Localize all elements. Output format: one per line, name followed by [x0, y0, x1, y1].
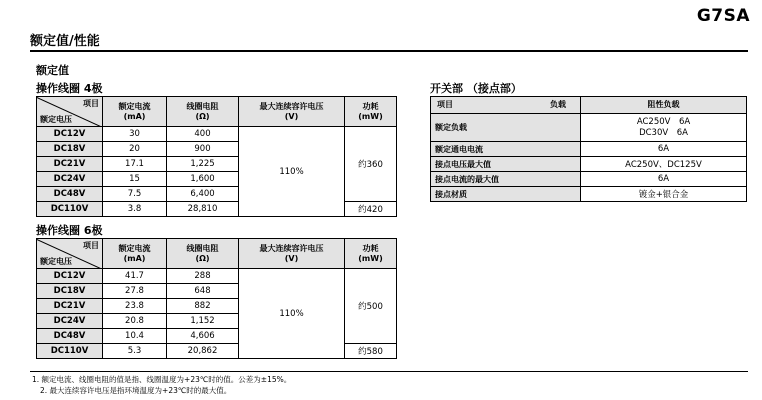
table-row [431, 142, 747, 157]
subtitle-ratings: 额定值 [36, 64, 69, 77]
row-resistance: 648 [167, 284, 239, 299]
header-item-label: 项目 [83, 241, 99, 250]
section-divider [30, 50, 748, 52]
row-current: 20.8 [103, 314, 167, 329]
table-header-row [431, 97, 747, 114]
row-resistance: 400 [167, 127, 239, 142]
row-resistance: 1,600 [167, 172, 239, 187]
row-resistance: 28,810 [167, 202, 239, 217]
model-title: G7SA [696, 6, 750, 26]
header-max-voltage: 最大连续容许电压 (V) [239, 97, 345, 127]
header-rated-current: 额定电流 (mA) [103, 239, 167, 269]
header-resistive-load: 阻性负载 [581, 97, 747, 114]
row-voltage: DC48V [37, 187, 103, 202]
row-voltage: DC12V [37, 127, 103, 142]
row-value-contact-material: 镀金+银合金 [581, 187, 747, 202]
row-voltage: DC48V [37, 329, 103, 344]
header-coil-resistance: 线圈电阻 (Ω) [167, 239, 239, 269]
table-header-row [37, 239, 397, 269]
row-current: 30 [103, 127, 167, 142]
header-max-voltage: 最大连续容许电压 (V) [239, 239, 345, 269]
header-load-label: 负载 [550, 100, 566, 109]
row-resistance: 20,862 [167, 344, 239, 359]
row-label-max-contact-voltage: 接点电压最大值 [431, 157, 581, 172]
cell-power-last: 约580 [345, 344, 397, 359]
cell-max-voltage: 110% [239, 127, 345, 217]
row-current: 3.8 [103, 202, 167, 217]
table-row [37, 269, 397, 284]
row-current: 5.3 [103, 344, 167, 359]
row-value-max-contact-voltage: AC250V、DC125V [581, 157, 747, 172]
header-power: 功耗 (mW) [345, 239, 397, 269]
row-voltage: DC18V [37, 142, 103, 157]
row-voltage: DC24V [37, 172, 103, 187]
row-voltage: DC18V [37, 284, 103, 299]
table-row [431, 114, 747, 142]
row-resistance: 288 [167, 269, 239, 284]
table-row [431, 157, 747, 172]
row-voltage: DC110V [37, 344, 103, 359]
subtitle-coil-6pole: 操作线圈 6极 [36, 224, 103, 237]
row-resistance: 4,606 [167, 329, 239, 344]
row-current: 41.7 [103, 269, 167, 284]
row-voltage: DC24V [37, 314, 103, 329]
subtitle-coil-4pole: 操作线圈 4极 [36, 82, 103, 95]
row-resistance: 1,152 [167, 314, 239, 329]
row-current: 7.5 [103, 187, 167, 202]
cell-power-main: 约500 [345, 269, 397, 344]
header-voltage-label: 额定电压 [40, 257, 72, 266]
table-header-row [37, 97, 397, 127]
coil-6pole-table [36, 238, 397, 359]
row-label-contact-material: 接点材质 [431, 187, 581, 202]
row-current: 27.8 [103, 284, 167, 299]
header-coil-resistance: 线圈电阻 (Ω) [167, 97, 239, 127]
row-voltage: DC21V [37, 157, 103, 172]
coil-4pole-table [36, 96, 397, 217]
section-title: 额定值/性能 [30, 34, 100, 49]
row-label-rated-carry-current: 额定通电电流 [431, 142, 581, 157]
header-power: 功耗 (mW) [345, 97, 397, 127]
subtitle-switch-section: 开关部 （接点部） [430, 82, 522, 95]
row-current: 15 [103, 172, 167, 187]
header-corner-cell [37, 97, 103, 127]
row-current: 23.8 [103, 299, 167, 314]
row-current: 17.1 [103, 157, 167, 172]
row-voltage: DC110V [37, 202, 103, 217]
header-item-label: 项目 [83, 99, 99, 108]
row-resistance: 6,400 [167, 187, 239, 202]
note-line-2: 2. 最大连续容许电压是指环境温度为+23℃时的最大值。 [40, 385, 232, 395]
row-current: 20 [103, 142, 167, 157]
row-value-rated-load: AC250V 6A DC30V 6A [581, 114, 747, 142]
table-row [37, 127, 397, 142]
table-row [431, 187, 747, 202]
cell-power-last: 约420 [345, 202, 397, 217]
cell-max-voltage: 110% [239, 269, 345, 359]
row-voltage: DC12V [37, 269, 103, 284]
row-value-rated-carry-current: 6A [581, 142, 747, 157]
row-resistance: 1,225 [167, 157, 239, 172]
notes-block [32, 375, 291, 397]
row-resistance: 882 [167, 299, 239, 314]
header-item-label: 项目 [437, 100, 453, 109]
header-voltage-label: 额定电压 [40, 115, 72, 124]
row-voltage: DC21V [37, 299, 103, 314]
footer-divider [30, 371, 748, 372]
row-resistance: 900 [167, 142, 239, 157]
switch-contact-table [430, 96, 747, 202]
header-corner-cell [37, 239, 103, 269]
row-value-max-contact-current: 6A [581, 172, 747, 187]
header-rated-current: 额定电流 (mA) [103, 97, 167, 127]
note-line-1: 1. 额定电流、线圈电阻的值是指、线圈温度为+23℃时的值。公差为±15%。 [32, 375, 292, 384]
row-label-max-contact-current: 接点电流的最大值 [431, 172, 581, 187]
cell-power-main: 约360 [345, 127, 397, 202]
row-current: 10.4 [103, 329, 167, 344]
row-label-rated-load: 额定负载 [431, 114, 581, 142]
table-row [431, 172, 747, 187]
header-corner-cell [431, 97, 581, 114]
